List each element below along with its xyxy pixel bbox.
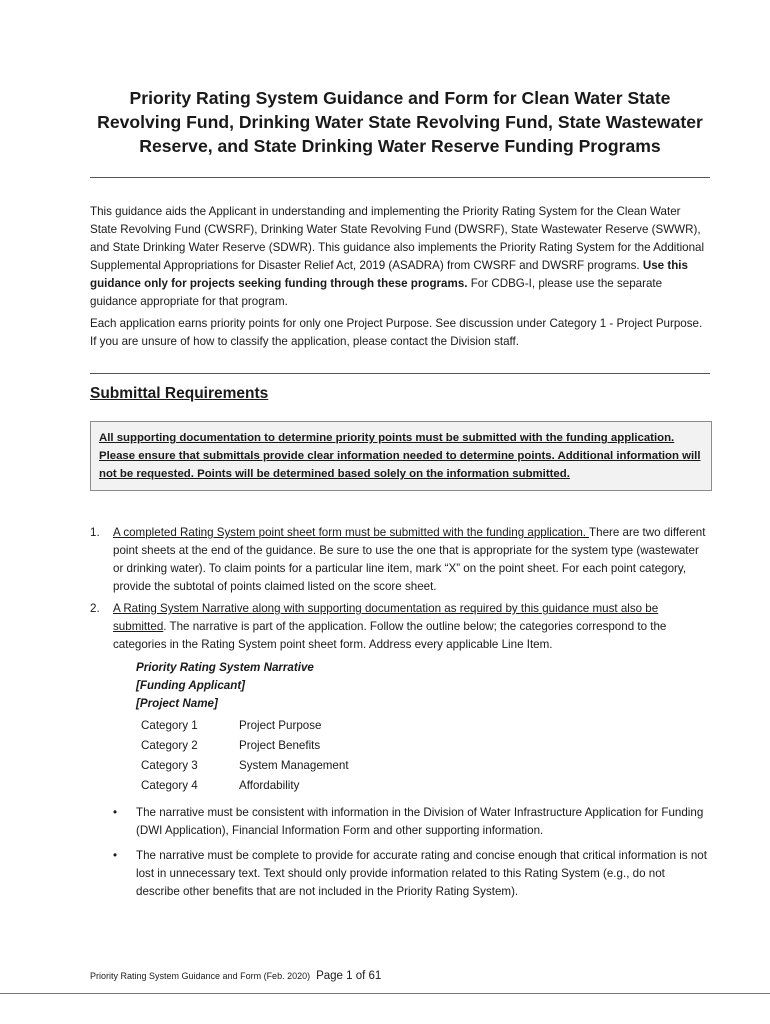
category-row — [141, 756, 349, 776]
list-item — [90, 600, 710, 654]
bullet-icon: • — [113, 849, 118, 862]
category-row — [141, 776, 349, 796]
section-divider — [90, 373, 710, 374]
category-name: Affordability — [239, 779, 300, 792]
category-name: System Management — [239, 759, 349, 772]
intro-bold-text: Use this guidance only for projects seeking funding through these programs. — [90, 259, 688, 290]
narrative-heading — [136, 659, 314, 713]
category-name: Project Purpose — [239, 719, 322, 732]
list-item-underlined-text: A Rating System Narrative along with supporting documentation as required by this guidance must also be submitted — [113, 602, 659, 633]
title-divider — [90, 177, 710, 178]
footer-divider — [0, 993, 770, 994]
section-heading: Submittal Requirements — [90, 385, 269, 402]
narrative-applicant: [Funding Applicant] — [136, 679, 246, 692]
list-item — [90, 524, 710, 596]
bullet-text: The narrative must be consistent with information in the Division of Water Infrastructure Application for Funding (DWI Application), Financial Information Form and other supporting information. — [136, 806, 704, 837]
bullet-item — [113, 847, 710, 901]
bullet-icon: • — [113, 806, 118, 819]
category-list — [141, 716, 349, 796]
intro-paragraph — [90, 203, 710, 311]
document-title: Priority Rating System Guidance and Form for Clean Water State Revolving Fund, Drinking Water State Revolving Fund, State Wastewater Reserve, and State Drinking Water Reserve Funding Programs — [97, 88, 703, 156]
page-number: Page 1 of 61 — [316, 970, 382, 982]
category-row — [141, 716, 349, 736]
category-number: Category 4 — [141, 779, 198, 792]
category-number: Category 3 — [141, 759, 198, 772]
bullet-item — [113, 804, 710, 840]
category-name: Project Benefits — [239, 739, 321, 752]
page-footer — [90, 970, 381, 982]
narrative-title: Priority Rating System Narrative — [136, 661, 314, 674]
list-item-text: . The narrative is part of the application. Follow the outline below; the categories correspond to the categories in the Rating System point sheet form. Address every applicable Line Item. — [113, 620, 667, 651]
category-row — [141, 736, 349, 756]
category-number: Category 2 — [141, 739, 198, 752]
purpose-paragraph: Each application earns priority points for only one Project Purpose. See discussion under Category 1 - Project Purpose. If you are unsure of how to classify the application, please contact the Division staff. — [90, 317, 703, 348]
notice-box: All supporting documentation to determine priority points must be submitted with the funding application. Please ensure that submittals provide clear information needed to determine points. Additional information will not be requested. Points will be determined based solely on the information submitted. — [90, 421, 712, 491]
footer-doc-label: Priority Rating System Guidance and Form (Feb. 2020) — [90, 971, 311, 981]
list-item-text: There are two different point sheets at the end of the guidance. Be sure to use the one that is appropriate for the system type (wastewater or drinking water). To claim points for a particular line item, mark “X” on the point sheet. For each point category, provide the subtotal of points claimed listed on the score sheet. — [113, 526, 706, 593]
list-item-underlined-text: A completed Rating System point sheet form must be submitted with the funding application. — [113, 526, 590, 539]
narrative-project: [Project Name] — [136, 697, 218, 710]
intro-text: This guidance aids the Applicant in understanding and implementing the Priority Rating System for the Clean Water State Revolving Fund (CWSRF), Drinking Water State Revolving Fund (DWSRF), State Wastewater Reserve (SWWR), and State Drinking Water Reserve (SDWR). This guidance also implements the Priority Rating System for the Additional Supplemental Appropriations for Disaster Relief Act, 2019 (ASADRA) from CWSRF and DWSRF programs. — [90, 205, 705, 272]
list-item-number: 2. — [90, 602, 100, 615]
list-item-number: 1. — [90, 526, 100, 539]
bullet-text: The narrative must be complete to provide for accurate rating and concise enough that critical information is not lost in unnecessary text. Text should only provide information related to this Rating System (e.g., do not describe other benefits that are not included in the Priority Rating System). — [136, 849, 707, 898]
category-number: Category 1 — [141, 719, 198, 732]
intro-after-text: For CDBG-I, please use the separate guidance appropriate for that program. — [90, 277, 663, 308]
